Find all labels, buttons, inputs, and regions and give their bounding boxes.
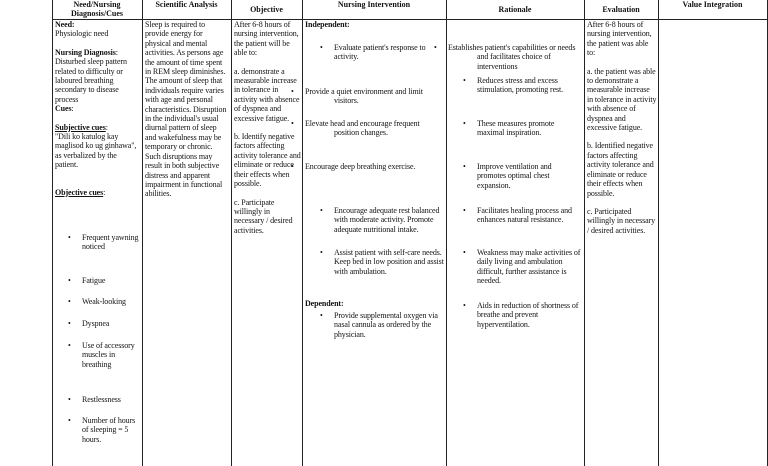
header-need: Need/Nursing Diagnosis/Cues xyxy=(70,0,123,18)
rationale-item: • Reduces stress and excess stimulation, promoting rest. xyxy=(477,76,581,95)
column-divider xyxy=(446,0,447,466)
objective-c: c. Participate willingly in necessary / desired activities. xyxy=(234,197,293,235)
subjective-cues-text: "Dili ko katulog kay maglisod ko ug ginhawa", as verbalized by the patient. xyxy=(55,132,137,170)
need-column: Need: Physiologic need Nursing Diagnosis: Disturbed sleep pattern related to difficulty or laboured breathing secondary to disease process Cues: Subjective cues: "Dili ko katulog kay maglisod ko ug ginhawa", as verbalized by the patient. Objective cues: xyxy=(55,20,141,197)
evaluation-column xyxy=(587,20,657,235)
objective-cue-item: • Number of hours of sleeping = 5 hours. xyxy=(82,416,140,444)
intervention-item: • Encourage deep breathing exercise. xyxy=(334,162,444,171)
dependent-label: Dependent: xyxy=(305,299,344,308)
objective-cue-item: • Dyspnea xyxy=(82,319,140,328)
intervention-item: • Provide supplemental oxygen via nasal cannula as ordered by the physician. xyxy=(334,311,444,339)
rationale-item: • Aids in reduction of shortness of breathe and prevent hyperventilation. xyxy=(477,301,581,329)
intervention-item: • Elevate head and encourage frequent position changes. xyxy=(334,119,444,138)
cues-label: Cues xyxy=(55,104,72,114)
objective-cue-item: • Weak-looking xyxy=(82,297,140,306)
header-intervention: Nursing Intervention xyxy=(337,0,411,9)
evaluation-b: b. Identified negative factors affecting activity tolerance and eliminate or reduce their effects when possible. xyxy=(587,141,654,198)
independent-label: Independent: xyxy=(305,20,350,29)
evaluation-a: a. the patient was able to demonstrate a measurable increase in tolerance in activity with absence of dyspnea and excessive fatigue. xyxy=(587,66,657,133)
header-value-integration: Value Integration xyxy=(682,0,743,9)
header-objective: Objective xyxy=(250,5,283,14)
rationale-item: • Improve ventilation and promotes optimal chest expansion. xyxy=(477,162,581,190)
objective-intro: After 6-8 hours of nursing intervention, the patient will be able to: xyxy=(234,20,299,58)
diagnosis-label: Nursing Diagnosis xyxy=(55,47,116,57)
rationale-item: • These measures promote maximal inspiration. xyxy=(477,119,581,138)
intervention-item: • Encourage adequate rest balanced with moderate activity. Promote adequate nutritional intake. xyxy=(334,206,444,234)
intervention-item: • Assist patient with self-care needs. Keep bed in low position and assist with ambulation. xyxy=(334,248,444,276)
header-analysis: Scientific Analysis xyxy=(155,0,218,9)
objective-cue-item: • Restlessness xyxy=(82,395,140,404)
objective-cue-item: • Use of accessory muscles in breathing xyxy=(82,341,140,369)
column-divider xyxy=(142,0,143,466)
intervention-item: • Evaluate patient's response to activity. xyxy=(334,43,444,62)
subjective-cues-label: Subjective cues xyxy=(55,122,106,132)
rationale-item: • Weakness may make activities of daily living and ambulation difficult, further assistance is needed. xyxy=(477,248,581,286)
intervention-item: • Provide a quiet environment and limit visitors. xyxy=(334,87,444,106)
column-divider xyxy=(658,0,659,466)
need-label: Need: xyxy=(55,20,75,29)
table-border-left xyxy=(52,0,53,466)
column-divider xyxy=(302,0,303,466)
column-divider xyxy=(584,0,585,466)
need-value: Physiologic need xyxy=(55,29,109,39)
value-integration-cell xyxy=(661,20,765,460)
objective-b: b. Identify negative factors affecting activity tolerance and eliminate or reduce their effects when possible. xyxy=(234,132,301,189)
evaluation-c: c. Participated willingly in necessary / desired activities. xyxy=(587,206,656,235)
objective-cue-item: • Fatigue xyxy=(82,276,140,285)
objective-cue-item: • Frequent yawning noticed xyxy=(82,233,140,252)
objective-a: a. demonstrate a measurable increase in tolerance in activity with absence of dyspnea and excessive fatigue. xyxy=(234,66,300,123)
header-evaluation: Evaluation xyxy=(602,5,640,14)
header-rationale: Rationale xyxy=(498,5,532,14)
objective-cues-label: Objective cues xyxy=(55,187,104,197)
analysis-text: Sleep is required to provide energy for physical and mental activities. As persons age the amount of time spent in REM sleep diminishes. The amount of sleep that individuals require varies with age and personal characteristics. Disruption in the individual's usual diurnal pattern of sleep and wakefulness may be temporary or chronic. Such disruptions may result in both subjective distress and apparent impairment in functional abilities. xyxy=(145,20,227,199)
rationale-item: • Establishes patient's capabilities or needs and facilitates choice of interventions xyxy=(477,43,581,71)
column-divider xyxy=(231,0,232,466)
diagnosis-text: Disturbed sleep pattern related to difficulty or laboured breathing secondary to disease process xyxy=(55,57,127,104)
evaluation-intro: After 6-8 hours of nursing intervention, the patient was able to: xyxy=(587,20,652,58)
rationale-item: • Facilitates healing process and enhances natural resistance. xyxy=(477,206,581,225)
